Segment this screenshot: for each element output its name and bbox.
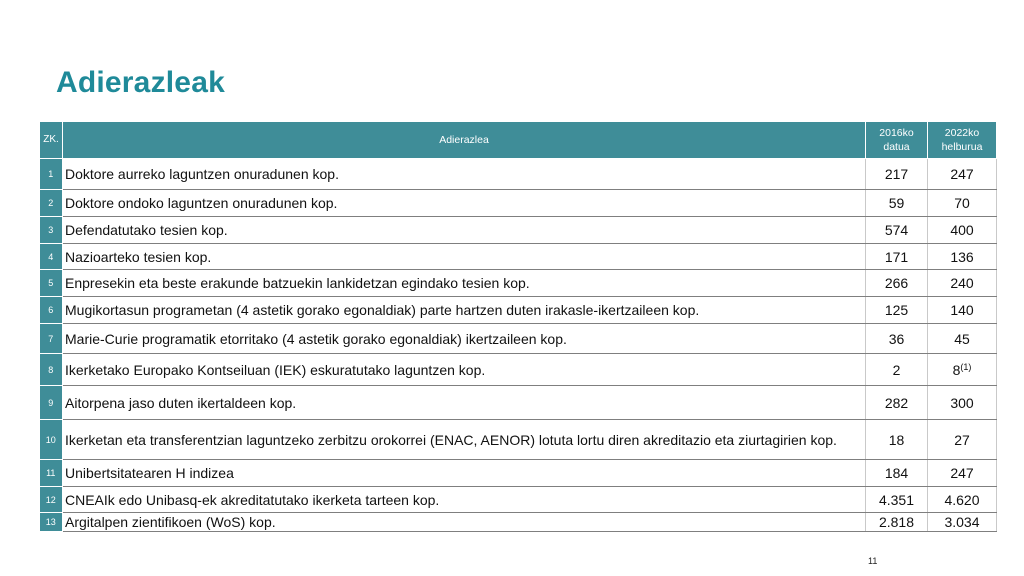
row-number: 6 bbox=[40, 297, 63, 324]
slide-number: 11 bbox=[868, 556, 878, 566]
value-2016: 125 bbox=[866, 297, 928, 324]
row-number: 10 bbox=[40, 420, 63, 460]
header-2016-data: 2016ko datua bbox=[866, 122, 928, 159]
value-2016: 18 bbox=[866, 420, 928, 460]
target-value: 8 bbox=[952, 361, 961, 378]
table-row bbox=[40, 513, 997, 532]
indicator-label: Unibertsitatearen H indizea bbox=[63, 460, 866, 487]
row-number: 7 bbox=[40, 324, 63, 354]
page-title: Adierazleak bbox=[56, 66, 225, 99]
indicator-label: Aitorpena jaso duten ikertaldeen kop. bbox=[63, 386, 866, 420]
value-2016: 574 bbox=[866, 217, 928, 244]
table-row bbox=[40, 460, 997, 487]
target-2022: 70 bbox=[928, 190, 997, 217]
header-indicator: Adierazlea bbox=[63, 122, 866, 159]
target-2022: 247 bbox=[928, 159, 997, 190]
value-2016: 184 bbox=[866, 460, 928, 487]
indicator-label: Enpresekin eta beste erakunde batzuekin lankidetzan egindako tesien kop. bbox=[63, 270, 866, 297]
table-row bbox=[40, 324, 997, 354]
row-number: 11 bbox=[40, 460, 63, 487]
value-2016: 2.818 bbox=[866, 513, 928, 532]
target-2022: 4.620 bbox=[928, 487, 997, 513]
table-row bbox=[40, 217, 997, 244]
indicators-table bbox=[39, 121, 997, 532]
value-2016: 4.351 bbox=[866, 487, 928, 513]
table-row bbox=[40, 244, 997, 270]
table-header-row bbox=[40, 122, 997, 159]
table-row bbox=[40, 270, 997, 297]
target-2022: 247 bbox=[928, 460, 997, 487]
table-row bbox=[40, 190, 997, 217]
row-number: 3 bbox=[40, 217, 63, 244]
row-number: 9 bbox=[40, 386, 63, 420]
indicator-label: CNEAIk edo Unibasq-ek akreditatutako ikerketa tarteen kop. bbox=[63, 487, 866, 513]
footnote-marker: (1) bbox=[960, 361, 972, 372]
indicator-label: Doktore aurreko laguntzen onuradunen kop. bbox=[63, 159, 866, 190]
indicator-label: Doktore ondoko laguntzen onuradunen kop. bbox=[63, 190, 866, 217]
target-2022: 27 bbox=[928, 420, 997, 460]
value-2016: 171 bbox=[866, 244, 928, 270]
value-2016: 266 bbox=[866, 270, 928, 297]
row-number: 4 bbox=[40, 244, 63, 270]
table-row bbox=[40, 420, 997, 460]
indicator-label: Ikerketako Europako Kontseiluan (IEK) eskuratutako laguntzen kop. bbox=[63, 354, 866, 386]
target-2022: 140 bbox=[928, 297, 997, 324]
table-row bbox=[40, 354, 997, 386]
target-2022: 400 bbox=[928, 217, 997, 244]
indicator-label: Nazioarteko tesien kop. bbox=[63, 244, 866, 270]
indicator-label: Argitalpen zientifikoen (WoS) kop. bbox=[63, 513, 866, 532]
value-2016: 2 bbox=[866, 354, 928, 386]
target-2022: 136 bbox=[928, 244, 997, 270]
row-number: 1 bbox=[40, 159, 63, 190]
indicator-label: Defendatutako tesien kop. bbox=[63, 217, 866, 244]
target-2022: 300 bbox=[928, 386, 997, 420]
row-number: 13 bbox=[40, 513, 63, 532]
value-2016: 282 bbox=[866, 386, 928, 420]
value-2016: 36 bbox=[866, 324, 928, 354]
row-number: 12 bbox=[40, 487, 63, 513]
row-number: 5 bbox=[40, 270, 63, 297]
value-2016: 217 bbox=[866, 159, 928, 190]
target-2022: 240 bbox=[928, 270, 997, 297]
table-row bbox=[40, 386, 997, 420]
value-2016: 59 bbox=[866, 190, 928, 217]
row-number: 2 bbox=[40, 190, 63, 217]
indicator-label: Marie-Curie programatik etorritako (4 astetik gorako egonaldiak) ikertzaileen kop. bbox=[63, 324, 866, 354]
target-2022: 3.034 bbox=[928, 513, 997, 532]
row-number: 8 bbox=[40, 354, 63, 386]
table-row bbox=[40, 487, 997, 513]
target-2022: 45 bbox=[928, 324, 997, 354]
table-row bbox=[40, 297, 997, 324]
header-zk: ZK. bbox=[40, 122, 63, 159]
indicator-label: Mugikortasun programetan (4 astetik gorako egonaldiak) parte hartzen duten irakasle-ikertzaileen kop. bbox=[63, 297, 866, 324]
table-row bbox=[40, 159, 997, 190]
target-2022 bbox=[928, 354, 997, 386]
header-2022-target: 2022ko helburua bbox=[928, 122, 997, 159]
indicator-label: Ikerketan eta transferentzian laguntzeko zerbitzu orokorrei (ENAC, AENOR) lotuta lortu diren akreditazio eta ziurtagirien kop. bbox=[63, 420, 866, 460]
